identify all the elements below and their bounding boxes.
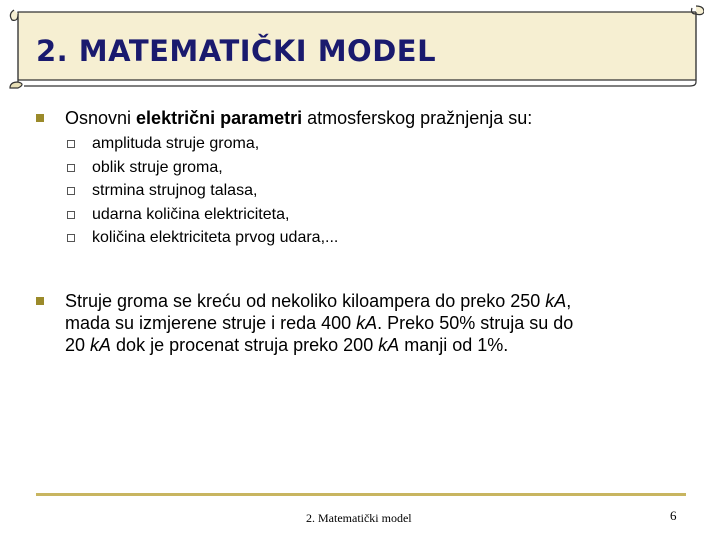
bullet1-part-c: atmosferskog pražnjenja su:: [302, 108, 533, 128]
bullet1-part-b: električni parametri: [136, 108, 303, 128]
unit-ka: kA: [90, 335, 112, 355]
unit-ka: kA: [545, 291, 567, 311]
checkbox-bullet-icon: [67, 140, 75, 148]
text-run: Struje groma se kreću od nekoliko kiloampera do preko 250: [65, 291, 546, 311]
checkbox-bullet-icon: [67, 211, 75, 219]
list-item-text: oblik struje groma,: [92, 158, 223, 176]
list-item-text: udarna količina elektriciteta,: [92, 205, 290, 223]
text-run: dok je procenat struja preko 200: [111, 335, 379, 355]
text-run: . Preko 50% struja su do: [377, 313, 574, 333]
title-scroll-banner: [6, 4, 704, 90]
paragraph-line: [65, 334, 573, 356]
list-item-text: strmina strujnog talasa,: [92, 182, 258, 199]
list-item-text: amplituda struje groma,: [92, 135, 260, 152]
checkbox-bullet-icon: [67, 187, 75, 195]
unit-ka: kA: [356, 313, 378, 333]
bullet-square-icon: [36, 297, 44, 305]
slide-title: 2. MATEMATIČKI MODEL: [36, 34, 437, 68]
checkbox-bullet-icon: [67, 164, 75, 172]
text-run: manji od 1%.: [399, 335, 509, 355]
list-item-text: količina elektriciteta prvog udara,...: [92, 229, 339, 246]
bullet-text-current-range: [65, 290, 573, 356]
footer-divider: [36, 493, 686, 496]
bullet-square-icon: [36, 114, 44, 122]
text-run: mada su izmjerene struje i reda 400: [65, 313, 357, 333]
bullet-text-parameters: [65, 107, 532, 129]
paragraph-line: [65, 312, 573, 334]
page-number: 6: [670, 508, 677, 523]
bullet1-part-a: Osnovni: [65, 108, 137, 128]
paragraph-line: [65, 290, 573, 312]
footer-title: 2. Matematički model: [306, 511, 412, 525]
checkbox-bullet-icon: [67, 234, 75, 242]
text-run: 20: [65, 335, 91, 355]
text-run: ,: [566, 291, 572, 311]
unit-ka: kA: [378, 335, 400, 355]
